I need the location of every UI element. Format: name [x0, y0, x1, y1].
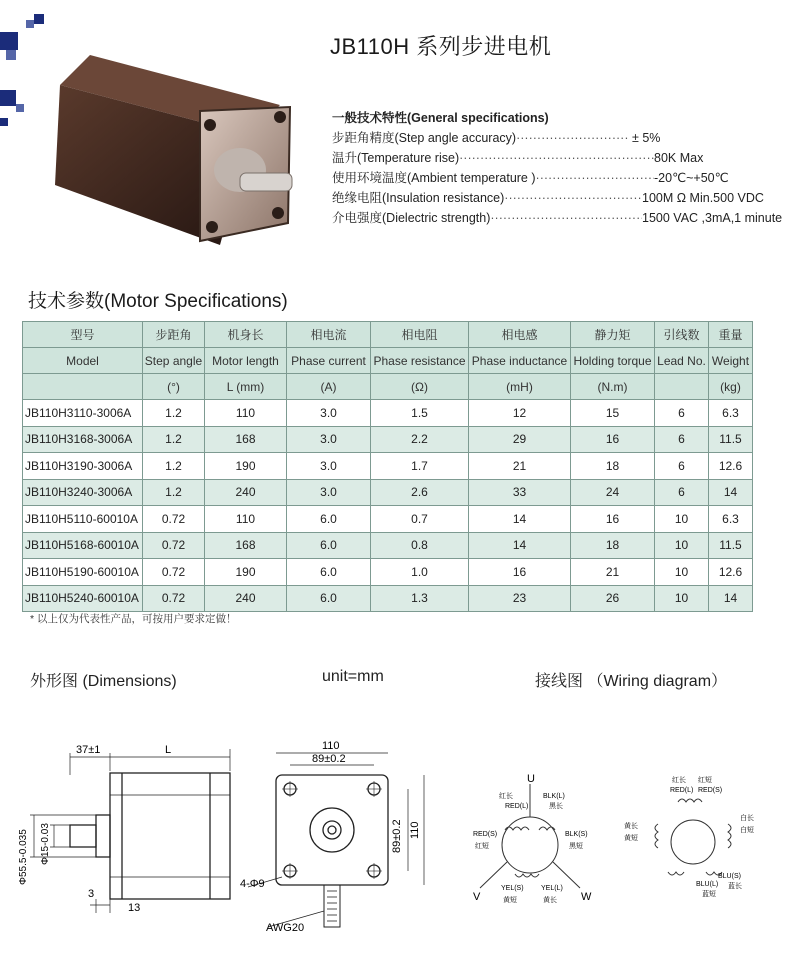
dimensions-title: 外形图 (Dimensions)	[30, 673, 177, 690]
wire-label: 白长	[740, 815, 754, 822]
value-cell: 10	[655, 532, 709, 559]
model-cell: JB110H5190-60010A	[23, 559, 143, 586]
value-cell: 15	[571, 400, 655, 427]
header-cell: Weight	[709, 348, 753, 374]
model-cell: JB110H3168-3006A	[23, 426, 143, 453]
header-cell: 相电感	[469, 322, 571, 348]
dim-awg: AWG20	[266, 922, 305, 934]
value-cell: 1.7	[371, 453, 469, 480]
value-cell: 2.6	[371, 479, 469, 506]
dim-89-height: 89±0.2	[391, 819, 403, 853]
value-cell: 168	[205, 426, 287, 453]
wiring-diagram-5-phase	[618, 770, 768, 910]
value-cell: 6	[655, 426, 709, 453]
dim-110-width: 110	[322, 740, 340, 752]
value-cell: 21	[571, 559, 655, 586]
model-cell: JB110H3190-3006A	[23, 453, 143, 480]
wire-label: 白短	[740, 827, 754, 834]
header-cell: Motor length	[205, 348, 287, 374]
header-cell: Phase current	[287, 348, 371, 374]
value-cell: 6.0	[287, 559, 371, 586]
value-cell: 1.2	[143, 453, 205, 480]
value-cell: 6.3	[709, 400, 753, 427]
value-cell: 3.0	[287, 479, 371, 506]
value-cell: 33	[469, 479, 571, 506]
page-title: JB110H 系列步进电机	[330, 34, 552, 59]
wire-label: 蓝长	[728, 883, 742, 890]
model-cell: JB110H5168-60010A	[23, 532, 143, 559]
header-cell: Step angle	[143, 348, 205, 374]
table-row	[23, 479, 753, 506]
wire-label: BLK(L)	[543, 793, 565, 800]
header-cell: (N.m)	[571, 374, 655, 400]
wire-label: 红短	[698, 777, 712, 784]
value-cell: 240	[205, 479, 287, 506]
header-row-en	[23, 348, 753, 374]
value-cell: 11.5	[709, 426, 753, 453]
header-cell	[23, 374, 143, 400]
table-row	[23, 559, 753, 586]
value-cell: 14	[469, 532, 571, 559]
front-view-drawing	[238, 735, 438, 940]
value-cell: 190	[205, 453, 287, 480]
value-cell: 1.0	[371, 559, 469, 586]
wire-label: 黑短	[569, 843, 583, 850]
header-cell: 引线数	[655, 322, 709, 348]
value-cell: 2.2	[371, 426, 469, 453]
value-cell: 26	[571, 585, 655, 612]
value-cell: 18	[571, 453, 655, 480]
value-cell: 10	[655, 585, 709, 612]
value-cell: 29	[469, 426, 571, 453]
decor-square	[0, 32, 18, 50]
specifications-table	[22, 321, 753, 612]
wire-label: 蓝短	[702, 891, 716, 898]
value-cell: 110	[205, 506, 287, 533]
dim-13: 13	[128, 902, 141, 914]
dim-l: L	[165, 744, 172, 756]
value-cell: 18	[571, 532, 655, 559]
header-cell: Phase resistance	[371, 348, 469, 374]
table-row	[23, 506, 753, 533]
wire-label: BLU(L)	[696, 881, 719, 888]
wire-label: 黑长	[549, 803, 563, 810]
specifications-title: 技术参数(Motor Specifications)	[28, 291, 288, 312]
wire-label: 红短	[475, 843, 489, 850]
dim-89-width: 89±0.2	[312, 753, 346, 765]
wire-label: 黄长	[624, 823, 638, 830]
header-cell: Holding torque	[571, 348, 655, 374]
value-cell: 11.5	[709, 532, 753, 559]
model-cell: JB110H5110-60010A	[23, 506, 143, 533]
wire-label: 黄短	[624, 835, 638, 842]
value-cell: 23	[469, 585, 571, 612]
value-cell: 0.72	[143, 585, 205, 612]
header-cell: 型号	[23, 322, 143, 348]
header-cell: (Ω)	[371, 374, 469, 400]
value-cell: 6.0	[287, 532, 371, 559]
value-cell: 1.3	[371, 585, 469, 612]
header-cell: Phase inductance	[469, 348, 571, 374]
wiring-title: 接线图 （Wiring diagram）	[535, 673, 728, 690]
value-cell: 1.5	[371, 400, 469, 427]
decor-square	[26, 20, 34, 28]
header-row-cn	[23, 322, 753, 348]
dim-holes: 4-Φ9	[240, 878, 265, 890]
footnote: * 以上仅为代表性产品，可按用户要求定做！	[30, 613, 237, 625]
header-cell: (A)	[287, 374, 371, 400]
value-cell: 12	[469, 400, 571, 427]
value-cell: 3.0	[287, 400, 371, 427]
dim-dia15: Φ15-0.03	[40, 823, 51, 865]
dim-37: 37±1	[76, 744, 101, 756]
value-cell: 24	[571, 479, 655, 506]
value-cell: 3.0	[287, 426, 371, 453]
model-cell: JB110H5240-60010A	[23, 585, 143, 612]
value-cell: 12.6	[709, 559, 753, 586]
model-cell: JB110H3110-3006A	[23, 400, 143, 427]
header-cell: (mH)	[469, 374, 571, 400]
general-heading: 一般技术特性(General specifications)	[332, 111, 549, 125]
wire-label: YEL(S)	[501, 885, 524, 892]
decor-square	[16, 104, 24, 112]
value-cell: 240	[205, 585, 287, 612]
value-cell: 3.0	[287, 453, 371, 480]
value-cell: 190	[205, 559, 287, 586]
value-cell: 0.72	[143, 532, 205, 559]
value-cell: 6	[655, 479, 709, 506]
header-cell: Lead No.	[655, 348, 709, 374]
value-cell: 168	[205, 532, 287, 559]
decor-square	[0, 90, 16, 106]
specifications-body	[23, 400, 753, 612]
decor-square	[6, 50, 16, 60]
value-cell: 1.2	[143, 426, 205, 453]
general-row: 绝缘电阻(Insulation resistance) ····· 100M Ω Min.500 VDC	[332, 188, 792, 208]
wire-u: U	[527, 773, 535, 785]
wire-label: 红长	[672, 777, 686, 784]
wire-w: W	[581, 891, 592, 903]
header-cell: 步距角	[143, 322, 205, 348]
model-cell: JB110H3240-3006A	[23, 479, 143, 506]
wire-label: YEL(L)	[541, 885, 563, 892]
table-row	[23, 426, 753, 453]
general-row: 介电强度(Dielectric strength) ····· 1500 VAC ,3mA,1 minute	[332, 208, 792, 228]
header-cell	[655, 374, 709, 400]
dim-3: 3	[88, 888, 95, 900]
wiring-diagram-3-phase	[455, 770, 605, 910]
wire-v: V	[473, 891, 481, 903]
wire-label: RED(S)	[698, 787, 723, 794]
value-cell: 14	[469, 506, 571, 533]
header-cell: 相电阻	[371, 322, 469, 348]
value-cell: 6	[655, 400, 709, 427]
wire-label: BLU(S)	[718, 873, 741, 880]
dim-dia55: Φ55.5-0.035	[18, 829, 29, 885]
header-cell: (°)	[143, 374, 205, 400]
general-row: 步距角精度(Step angle accuracy) ····· ± 5%	[332, 128, 792, 148]
value-cell: 110	[205, 400, 287, 427]
value-cell: 10	[655, 559, 709, 586]
header-cell: Model	[23, 348, 143, 374]
general-row: 使用环境温度(Ambient temperature ) ····· -20℃~+50℃	[332, 168, 792, 188]
value-cell: 6.0	[287, 506, 371, 533]
header-cell: (kg)	[709, 374, 753, 400]
decor-square	[34, 14, 44, 24]
value-cell: 1.2	[143, 400, 205, 427]
wire-label: RED(L)	[670, 787, 694, 794]
motor-photo	[50, 45, 300, 245]
wire-label: RED(S)	[473, 831, 498, 838]
general-specifications	[332, 108, 792, 228]
value-cell: 14	[709, 479, 753, 506]
header-cell: 重量	[709, 322, 753, 348]
value-cell: 21	[469, 453, 571, 480]
dim-110-height: 110	[409, 821, 421, 839]
value-cell: 12.6	[709, 453, 753, 480]
side-view-drawing	[10, 735, 260, 935]
unit-label: unit=mm	[322, 668, 384, 685]
wire-label: 黄短	[503, 897, 517, 904]
value-cell: 0.72	[143, 559, 205, 586]
value-cell: 6.3	[709, 506, 753, 533]
value-cell: 6.0	[287, 585, 371, 612]
value-cell: 0.7	[371, 506, 469, 533]
header-cell: 静力矩	[571, 322, 655, 348]
general-row: 温升(Temperature rise) ····· 80K Max	[332, 148, 792, 168]
wire-label: RED(L)	[505, 803, 529, 810]
value-cell: 6	[655, 453, 709, 480]
wire-label: BLK(S)	[565, 831, 588, 838]
table-row	[23, 400, 753, 427]
value-cell: 1.2	[143, 479, 205, 506]
value-cell: 16	[469, 559, 571, 586]
value-cell: 0.8	[371, 532, 469, 559]
table-row	[23, 453, 753, 480]
header-cell: 相电流	[287, 322, 371, 348]
wire-label: 黄长	[543, 897, 557, 904]
header-cell: 机身长	[205, 322, 287, 348]
table-row	[23, 585, 753, 612]
header-row-unit	[23, 374, 753, 400]
value-cell: 10	[655, 506, 709, 533]
wire-label: 红长	[499, 793, 513, 800]
value-cell: 0.72	[143, 506, 205, 533]
header-cell: L (mm)	[205, 374, 287, 400]
value-cell: 16	[571, 506, 655, 533]
table-row	[23, 532, 753, 559]
decor-square	[0, 118, 8, 126]
value-cell: 16	[571, 426, 655, 453]
value-cell: 14	[709, 585, 753, 612]
